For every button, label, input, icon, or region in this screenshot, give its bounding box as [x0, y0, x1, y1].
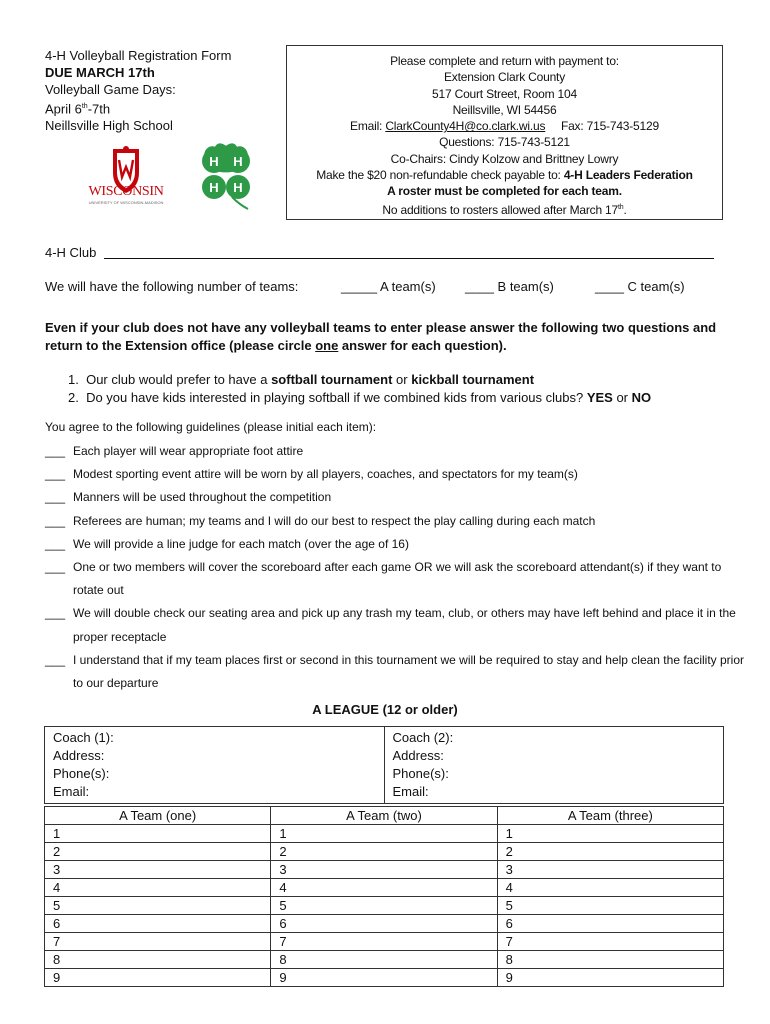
roster-cell[interactable]: 3: [497, 861, 723, 879]
table-row: [45, 825, 724, 843]
roster-cell[interactable]: 1: [497, 825, 723, 843]
guideline-item: ___ We will provide a line judge for each match (over the age of 16): [45, 533, 745, 556]
roster-cell[interactable]: 7: [271, 933, 497, 951]
roster-cell[interactable]: 9: [271, 969, 497, 987]
instruction-paragraph: Even if your club does not have any volleyball teams to enter please answer the following two questions and return to the Extension office (please circle one answer for each question).: [45, 320, 717, 353]
roster-cell[interactable]: 6: [497, 915, 723, 933]
game-location: Neillsville High School: [45, 118, 173, 134]
initial-field[interactable]: ___: [45, 467, 66, 482]
roster-cell[interactable]: 2: [45, 843, 271, 861]
due-date: DUE MARCH 17th: [45, 65, 155, 80]
table-row: [45, 897, 724, 915]
roster-table: [44, 806, 724, 987]
club-label: 4-H Club: [45, 245, 97, 260]
guideline-item: ___ I understand that if my team places first or second in this tournament we will be required to stay and help clean the facility prior to our departure: [45, 649, 745, 695]
guideline-item: ___ Manners will be used throughout the competition: [45, 486, 745, 509]
coach-2-cell[interactable]: Coach (2): Address: Phone(s): Email:: [384, 727, 724, 804]
roster-cell[interactable]: 8: [497, 951, 723, 969]
roster-required: A roster must be completed for each team.: [387, 184, 622, 199]
roster-cell[interactable]: 3: [45, 861, 271, 879]
roster-cell[interactable]: 5: [497, 897, 723, 915]
initial-field[interactable]: ___: [45, 513, 66, 528]
a-team-count-field[interactable]: _____ A team(s): [341, 279, 436, 294]
agree-label: You agree to the following guidelines (please initial each item):: [45, 420, 377, 434]
co-chairs: Co-Chairs: Cindy Kolzow and Brittney Lowry: [390, 151, 619, 166]
team-count-label: We will have the following number of teams:: [45, 279, 299, 294]
roster-header-team-one: A Team (one): [45, 807, 271, 825]
contact-line: Email: ClarkCounty4H@co.clark.wi.us Fax: 715-743-5129: [350, 119, 659, 134]
roster-cell[interactable]: 6: [271, 915, 497, 933]
initial-field[interactable]: ___: [45, 606, 66, 621]
option-yes[interactable]: YES: [586, 390, 613, 405]
email-link[interactable]: ClarkCounty4H@co.clark.wi.us: [385, 119, 546, 134]
uw-madison-logo: WISCONSIN UNIVERSITY OF WISCONSIN-MADISON: [80, 143, 172, 213]
league-title: A LEAGUE (12 or older): [312, 702, 458, 717]
table-row: [45, 843, 724, 861]
c-team-count-field[interactable]: ____ C team(s): [595, 279, 685, 294]
table-row: [45, 969, 724, 987]
roster-cell[interactable]: 2: [497, 843, 723, 861]
table-row: [45, 861, 724, 879]
roster-cell[interactable]: 8: [271, 951, 497, 969]
table-row: [45, 933, 724, 951]
guidelines-list: [45, 440, 745, 695]
svg-text:H: H: [233, 154, 243, 169]
roster-cell[interactable]: 7: [45, 933, 271, 951]
club-name-field[interactable]: [104, 258, 714, 259]
roster-cell[interactable]: 5: [271, 897, 497, 915]
guideline-item: ___ Each player will wear appropriate foot attire: [45, 440, 745, 463]
info-box-text: [286, 53, 723, 218]
coach-1-cell[interactable]: Coach (1): Address: Phone(s): Email:: [45, 727, 385, 804]
question-1: 1. Our club would prefer to have a softball tournament or kickball tournament: [68, 372, 535, 387]
roster-cell[interactable]: 4: [497, 879, 723, 897]
coach-table: [44, 726, 724, 804]
roster-header-team-three: A Team (three): [497, 807, 723, 825]
option-kickball[interactable]: kickball tournament: [411, 372, 535, 387]
b-team-count-field[interactable]: ____ B team(s): [465, 279, 554, 294]
table-row: [45, 915, 724, 933]
form-title: 4-H Volleyball Registration Form: [45, 48, 232, 63]
questions-phone: Questions: 715-743-5121: [439, 135, 570, 150]
guideline-item: ___ One or two members will cover the scoreboard after each game OR we will ask the scoreboard attendant(s) if they want to rotate out: [45, 556, 745, 602]
initial-field[interactable]: ___: [45, 536, 66, 551]
guideline-item: ___ Modest sporting event attire will be worn by all players, coaches, and spectators for my team(s): [45, 463, 745, 486]
roster-cell[interactable]: 6: [45, 915, 271, 933]
initial-field[interactable]: ___: [45, 560, 66, 575]
office-name: Extension Clark County: [444, 70, 565, 85]
guideline-item: ___ We will double check our seating area and pick up any trash my team, club, or others may have left behind and place it in the proper receptacle: [45, 602, 745, 648]
option-no[interactable]: NO: [631, 390, 652, 405]
team-count-line: [45, 279, 745, 297]
roster-cell[interactable]: 5: [45, 897, 271, 915]
roster-cell[interactable]: 3: [271, 861, 497, 879]
roster-cell[interactable]: 9: [45, 969, 271, 987]
check-payable: Make the $20 non-refundable check payable to: 4-H Leaders Federation: [316, 168, 693, 183]
table-row: [45, 879, 724, 897]
svg-text:H: H: [209, 154, 219, 169]
office-city: Neillsville, WI 54456: [452, 102, 557, 117]
no-additions: No additions to rosters allowed after March 17th.: [382, 202, 627, 217]
roster-cell[interactable]: 4: [271, 879, 497, 897]
game-dates: April 6th-7th: [45, 101, 111, 117]
table-row: [45, 951, 724, 969]
svg-text:H: H: [233, 180, 243, 195]
question-list: [68, 371, 651, 407]
svg-text:H: H: [209, 180, 219, 195]
roster-cell[interactable]: 1: [45, 825, 271, 843]
return-instruction: Please complete and return with payment to:: [390, 54, 619, 68]
roster-cell[interactable]: 7: [497, 933, 723, 951]
game-days-label: Volleyball Game Days:: [45, 82, 176, 97]
initial-field[interactable]: ___: [45, 490, 66, 505]
initial-field[interactable]: ___: [45, 444, 66, 458]
initial-field[interactable]: ___: [45, 652, 66, 667]
roster-cell[interactable]: 4: [45, 879, 271, 897]
roster-cell[interactable]: 1: [271, 825, 497, 843]
question-2: 2. Do you have kids interested in playing softball if we combined kids from various clubs? YES or NO: [68, 390, 652, 405]
guideline-item: ___ Referees are human; my teams and I will do our best to respect the play calling during each match: [45, 510, 745, 533]
roster-cell[interactable]: 8: [45, 951, 271, 969]
option-softball[interactable]: softball tournament: [271, 372, 393, 387]
roster-cell[interactable]: 9: [497, 969, 723, 987]
office-street: 517 Court Street, Room 104: [432, 86, 577, 101]
roster-cell[interactable]: 2: [271, 843, 497, 861]
form-header: [45, 47, 231, 134]
4h-clover-logo: [196, 143, 256, 213]
roster-header-team-two: A Team (two): [271, 807, 497, 825]
